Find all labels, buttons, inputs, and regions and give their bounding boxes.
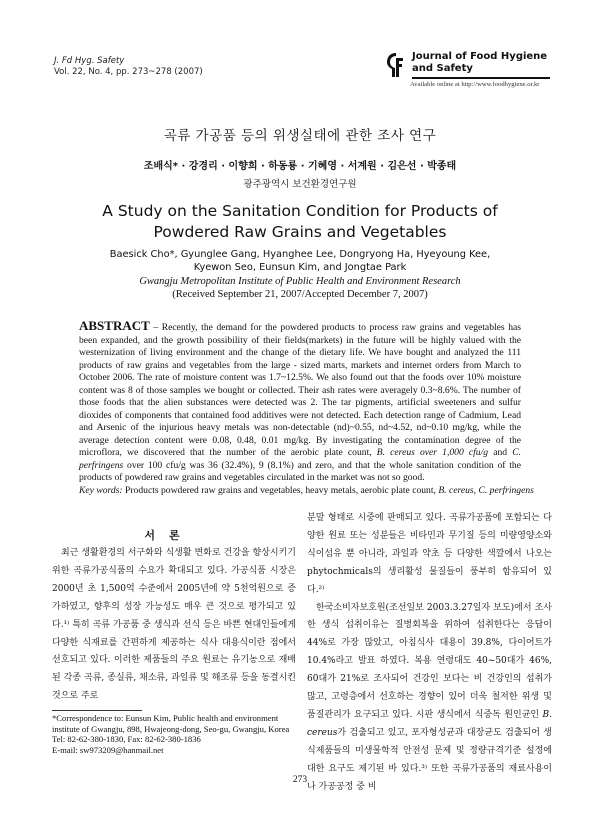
page-number: 273 — [292, 775, 308, 785]
journal-name-line1: Journal of Food Hygiene — [412, 51, 548, 62]
intro-italic-bcereus: B. cereus — [307, 709, 552, 738]
abstract-text: – Recently, the demand for the powdered products to process raw grains and vegetables has been expanded, and the growth possibility of their fields(markets) in the future will be highly valued with the westernization of living environment and the change of the dietary life. We have bought and analyzed the 111 products of raw grains and vegetables from the large - sized marts, markets and internet orders from March to October 2006. The rate of moisture content was 1.7~12.5%. We also found out that the foods over 10% moisture content was 8 of those samples we bought or collected. Their ash rates were averagely 0.3~8.6%. The number of those foods that the alien substances were detected was 2. The tar pigments, artificial sweeteners and sulfur dioxides of components that contained food additives were not detected. Each detection range of Cadmium, Lead and Arsenic of the injurious heavy metals was non-detectable (nd)~0.55, nd~4.52, nd~0.10 mg/kg, while the average detection content were 0.08, 0.48, 0.01 mg/kg. By investigating the contamination degree of the microflora, we discovered that the number of the aerobic plate count, — [79, 322, 521, 458]
abstract-italic-bcereus: B. cereus over 1,000 cfu/g — [376, 447, 489, 458]
abstract-text-3: over 100 cfu/g was 36 (32.4%), 9 (8.1%) and zero, and that the whole sanitation condition of the products of powdered raw grains and vegetables circulated in the market was not so good. — [79, 459, 521, 483]
keywords — [79, 485, 539, 496]
english-title-line1: A Study on the Sanitation Condition for Products of — [102, 202, 498, 220]
intro-paragraph-2 — [307, 600, 552, 797]
footnote-correspondence: *Correspondence to: Eunsun Kim, Public health and environment institute of Gwangju, 898, Hwajeong-dong, Seo-gu, Gwangju, Korea — [52, 713, 290, 734]
journal-url: Available online at http://www.foodhygiene.or.kr — [410, 81, 540, 88]
korean-title: 곡류 가공품 등의 위생실태에 관한 조사 연구 — [163, 128, 437, 144]
correspondence-footnote — [52, 713, 298, 755]
english-title-line2: Powdered Raw Grains and Vegetables — [153, 223, 447, 241]
intro-paragraph-2-text: 한국소비자보호원(조선일보 2003.3.27일자 보도)에서 조사한 생식 섭취이유는 질병회복을 위하여 섭취한다는 응답이 44%로 가장 많았고, 아침식사 대용이 39.8%, 다이어트가 10.4%라고 발표 하였다. 복용 연령대도 40~50대가 46%, 60대가 21%로 조사되어 건강인 보다는 비 건강인의 섭취가 많고, 고령층에서 선호하는 경향이 있어 더욱 철저한 위생 및 품질관리가 요구되고 있다. 시판 생식에서 식중독 원인균인 — [307, 602, 552, 720]
intro-paragraph-2-end: 가 검출되고 있고, 포자형성균과 대장균도 검출되어 생식제품들의 미생물학적 안전성 문제 및 정량규격기준 설정에 대한 요구도 제기된 바 있다.³⁾ 또한 곡류가공품의 재료사용이나 가공공정 중 비 — [307, 727, 552, 792]
journal-name — [412, 51, 547, 75]
body-column-right — [307, 510, 552, 797]
body-column-left — [52, 545, 296, 706]
received-dates: (Received September 21, 2007/Accepted December 7, 2007) — [172, 289, 428, 300]
abstract-italic-cperfringens: C. perfringens — [79, 447, 521, 471]
journal-abbreviation: J. Fd Hyg. Safety — [54, 56, 125, 66]
journal-name-line2: and Safety — [412, 63, 473, 74]
keywords-label: Key words: — [79, 485, 123, 496]
footnote-email: E-mail: sw973209@hanmail.net — [52, 744, 164, 755]
korean-affiliation: 광주광역시 보건환경연구원 — [243, 179, 357, 190]
journal-citation — [54, 56, 203, 78]
keywords-text: Products powdered raw grains and vegetables, heavy metals, aerobic plate count, — [122, 485, 439, 496]
keyword-cperfringens: C. perfringens — [478, 485, 534, 496]
abstract-label: ABSTRACT — [79, 318, 150, 333]
logo-divider — [412, 77, 550, 79]
english-affiliation: Gwangju Metropolitan Institute of Public Health and Environment Research — [139, 276, 461, 287]
journal-logo-icon — [386, 52, 406, 78]
keyword-bcereus: B. cereus — [438, 485, 474, 496]
volume-info: Vol. 22, No. 4, pp. 273~278 (2007) — [54, 67, 203, 77]
english-authors-line2: Kyewon Seo, Eunsun Kim, and Jongtae Park — [193, 262, 407, 273]
footnote-divider — [52, 710, 142, 711]
abstract — [79, 320, 521, 485]
abstract-text-2: and — [488, 447, 513, 458]
footnote-phone: Tel: 82-62-380-1830, Fax: 82-62-380-1836 — [52, 734, 201, 745]
intro-paragraph-1-cont: 분말 형태로 시중에 판매되고 있다. 곡류가공품에 포함되는 다양한 원료 또는 성분들은 비타민과 무기질 등의 미량영양소와 식이섬유 뿐 아니라, 과일과 약초 등 다양한 색깔에서 나오는 phytochmicals의 생리활성 물질들이 풍부히 함유되어 있다.²⁾ — [307, 513, 552, 595]
english-authors-line1: Baesick Cho*, Gyunglee Gang, Hyanghee Lee, Dongryong Ha, Hyeyoung Kee, — [109, 249, 491, 260]
keywords-separator: , — [473, 485, 479, 496]
korean-authors: 조배식* · 강경리 · 이향희 · 하동룡 · 기혜영 · 서계원 · 김은선 · 박종태 — [143, 161, 457, 172]
intro-paragraph-1: 최근 생활환경의 서구화와 식생활 변화로 건강을 향상시키기 위한 곡류가공식품의 수요가 확대되고 있다. 가공식품 시장은 2000년 초 1,500억 수준에서 2005년에 약 5천억원으로 증가하였고, 향후의 성장 가능성도 매우 큰 것으로 평가되고 있다.¹⁾ 특히 곡류 가공품 중 생식과 선식 등은 바쁜 현대인들에게 다양한 식재료를 간편하게 제공하는 식사 대용식이란 점에서 선호되고 있다. 이러한 제품들의 주요 원료는 유기농으로 재배된 각종 곡류, 종실류, 채소류, 과일류 및 해조류 등을 동결시킨 것으로 주로 — [52, 548, 296, 702]
section-heading-introduction: 서론 — [144, 529, 194, 542]
